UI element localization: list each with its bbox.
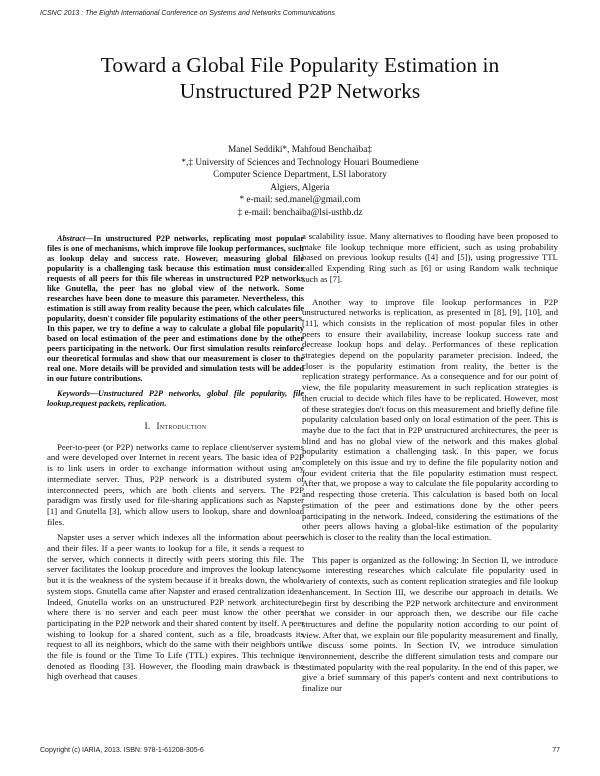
- abstract: [47, 234, 304, 384]
- author-email-1: * e-mail: sed.manel@gmail.com: [239, 195, 361, 205]
- left-column: [47, 234, 304, 687]
- paper-title: [40, 52, 560, 104]
- intro-paragraph-1: Peer-to-peer (or P2P) networks came to replace client/server systems and were developed over Internet in recent years. The basic idea of P2P is to link users in order to exchange information without using any intermediate server. Thus, P2P network is a distributed system of interconnected peers, which are both clients and servers. The P2P paradigm was firstly used for file-sharing applications such as Napster [1] and Gnutella [3], which allow users to lookup, share and download files.: [47, 441, 304, 527]
- keywords-label: Keywords: [57, 389, 90, 398]
- abstract-label: Abstract: [57, 234, 86, 243]
- author-block: [150, 144, 450, 219]
- body-paragraph-2: Another way to improve file lookup performances in P2P unstructured networks is replication, as presented in [8], [9], [10], and [11], which consists in the replication of most popular files in other peers to ensure their availability, increase lookup success rate and decrease lookup hops and delay. Performances of these replication strategies depend on the popularity parameter precision. Indeed, the closer is the popularity estimation from reality, the better is the replication strategy performance. As a consequence and for our point of view, the file popularity measurement in such replication strategies is then crucial to decide which files have to be replicated. However, most of these strategies don't focus on this measurement and briefly define file popularity calculation based only on local estimation of the peer. This is maybe due to the fact that in P2P unstructured architectures, the peer is blind and has no global view of the network and this makes global popularity estimation a challenging task. In this paper, we focus completely on this issue and try to define the file popularity notion and four evident criteria that the file popularity estimation must respect. After that, we propose a way to calculate the file popularity according to and respecting those creteria. This calculation is based both on local estimation of the peer and estimations done by the other peers participating in the network. Indeed, considering the estimations of the other peers allows having a global-like estimation of the popularity which is closer to the reality than the local estimation.: [302, 296, 558, 542]
- author-location: Algiers, Algeria: [270, 182, 330, 193]
- intro-paragraph-2: Napster uses a server which indexes all the information about peers and their files. If a peer wants to lookup for a file, it sends a request to the server, which connects it directly with peers storing this file. The server facilitates the lookup procedure and improves the lookup latency, but it is the weakness of the system because if it breaks down, the whole system stops. Gnutella came after Napster and erased centralization idea. Indeed, Gnutella works on an unstructured P2P network architecture, where there is no server and each peer must know the other peers participating in the P2P network and their shared content by itself. A peer wishing to lookup for a shared content, such as a file, broadcasts its request to all its neighbors, which do the same with their neighbors until the file is found or the Time To Life (TTL) expires. This technique is denoted as flooding [3]. However, the flooding main drawback is the high overhead that causes: [47, 532, 304, 682]
- body-paragraph-3: This paper is organized as the following: In Section II, we introduce some interesting researches which calculate file popularity used in variety of contexts, such as content replication strategies and file lookup enhancement. In Section III, we describe our approach in details. We begin first by describing the P2P network architecture and environment that we consider in our approach then, we describe our file cache structures and define the popularity notion according to our point of view. After that, we explain our file popularity measurement and finally, we discuss some points. In Section IV, we introduce simulation environnement, describe the different simulation tests and compare our estimated popularity with the real popularity. In the end of this paper, we give a brief summary of this paper's content and next contributions to finalize our: [302, 554, 558, 694]
- right-column: [302, 231, 558, 699]
- author-department: Computer Science Department, LSI laboratory: [213, 170, 387, 180]
- section-number: I.: [144, 421, 151, 431]
- title-line-2: Unstructured P2P Networks: [179, 79, 421, 103]
- keywords-text: —Unstructured P2P networks, global file popularity, file lookup,request packets, replication.: [47, 389, 304, 408]
- author-email-2: ‡ e-mail: benchaiba@lsi-usthb.dz: [237, 207, 363, 218]
- body-paragraph-1: a scalability issue. Many alternatives to flooding have been proposed to make file lookup technique more efficient, such as using probability based on previous lookup results ([4] and [5]), using progressive TTL called Expending Ring such as [6] or using Random walk technique such as [7].: [302, 231, 558, 284]
- abstract-text: —In unstructured P2P networks, replicating most popular files is one of mechanisms, which improve file lookup performances, such as lookup delay and success rate. However, measuring global file popularity is a challenging task because this estimation must consider requests of all peers for this file whereas in unstructured P2P networks like Gnutella, the peer has no global view of the network. Some researches have been done to measure this parameter. Nevertheless, this estimation is still away from reality because the peer, which calculates file popularity, doesn't consider file popularity estimations of the other peers. In this paper, we try to define a way to calculate a global file popularity based on local estimation of the peer and estimations done by the other peers participating in the network. Our first simulation results reinforce our theoretical formulas and show that our measurement is closer to the real one. More details will be provided and simulation tests will be added in our future contributions.: [47, 234, 304, 383]
- keywords: [47, 389, 304, 409]
- author-names: Manel Seddiki*, Mahfoud Benchaïba‡: [227, 145, 373, 155]
- section-title: Introduction: [156, 421, 207, 431]
- page-footer: [40, 747, 560, 757]
- section-heading: [47, 421, 304, 432]
- page-number: 77: [552, 747, 560, 754]
- title-line-1: Toward a Global File Popularity Estimation in: [100, 53, 500, 77]
- copyright-text: Copyright (c) IARIA, 2013. ISBN: 978-1-61208-305-6: [40, 747, 204, 754]
- conference-header: ICSNC 2013 : The Eighth International Conference on Systems and Networks Communications: [40, 10, 335, 17]
- author-affiliation: *,‡ University of Sciences and Technology Houari Boumediene: [181, 157, 419, 168]
